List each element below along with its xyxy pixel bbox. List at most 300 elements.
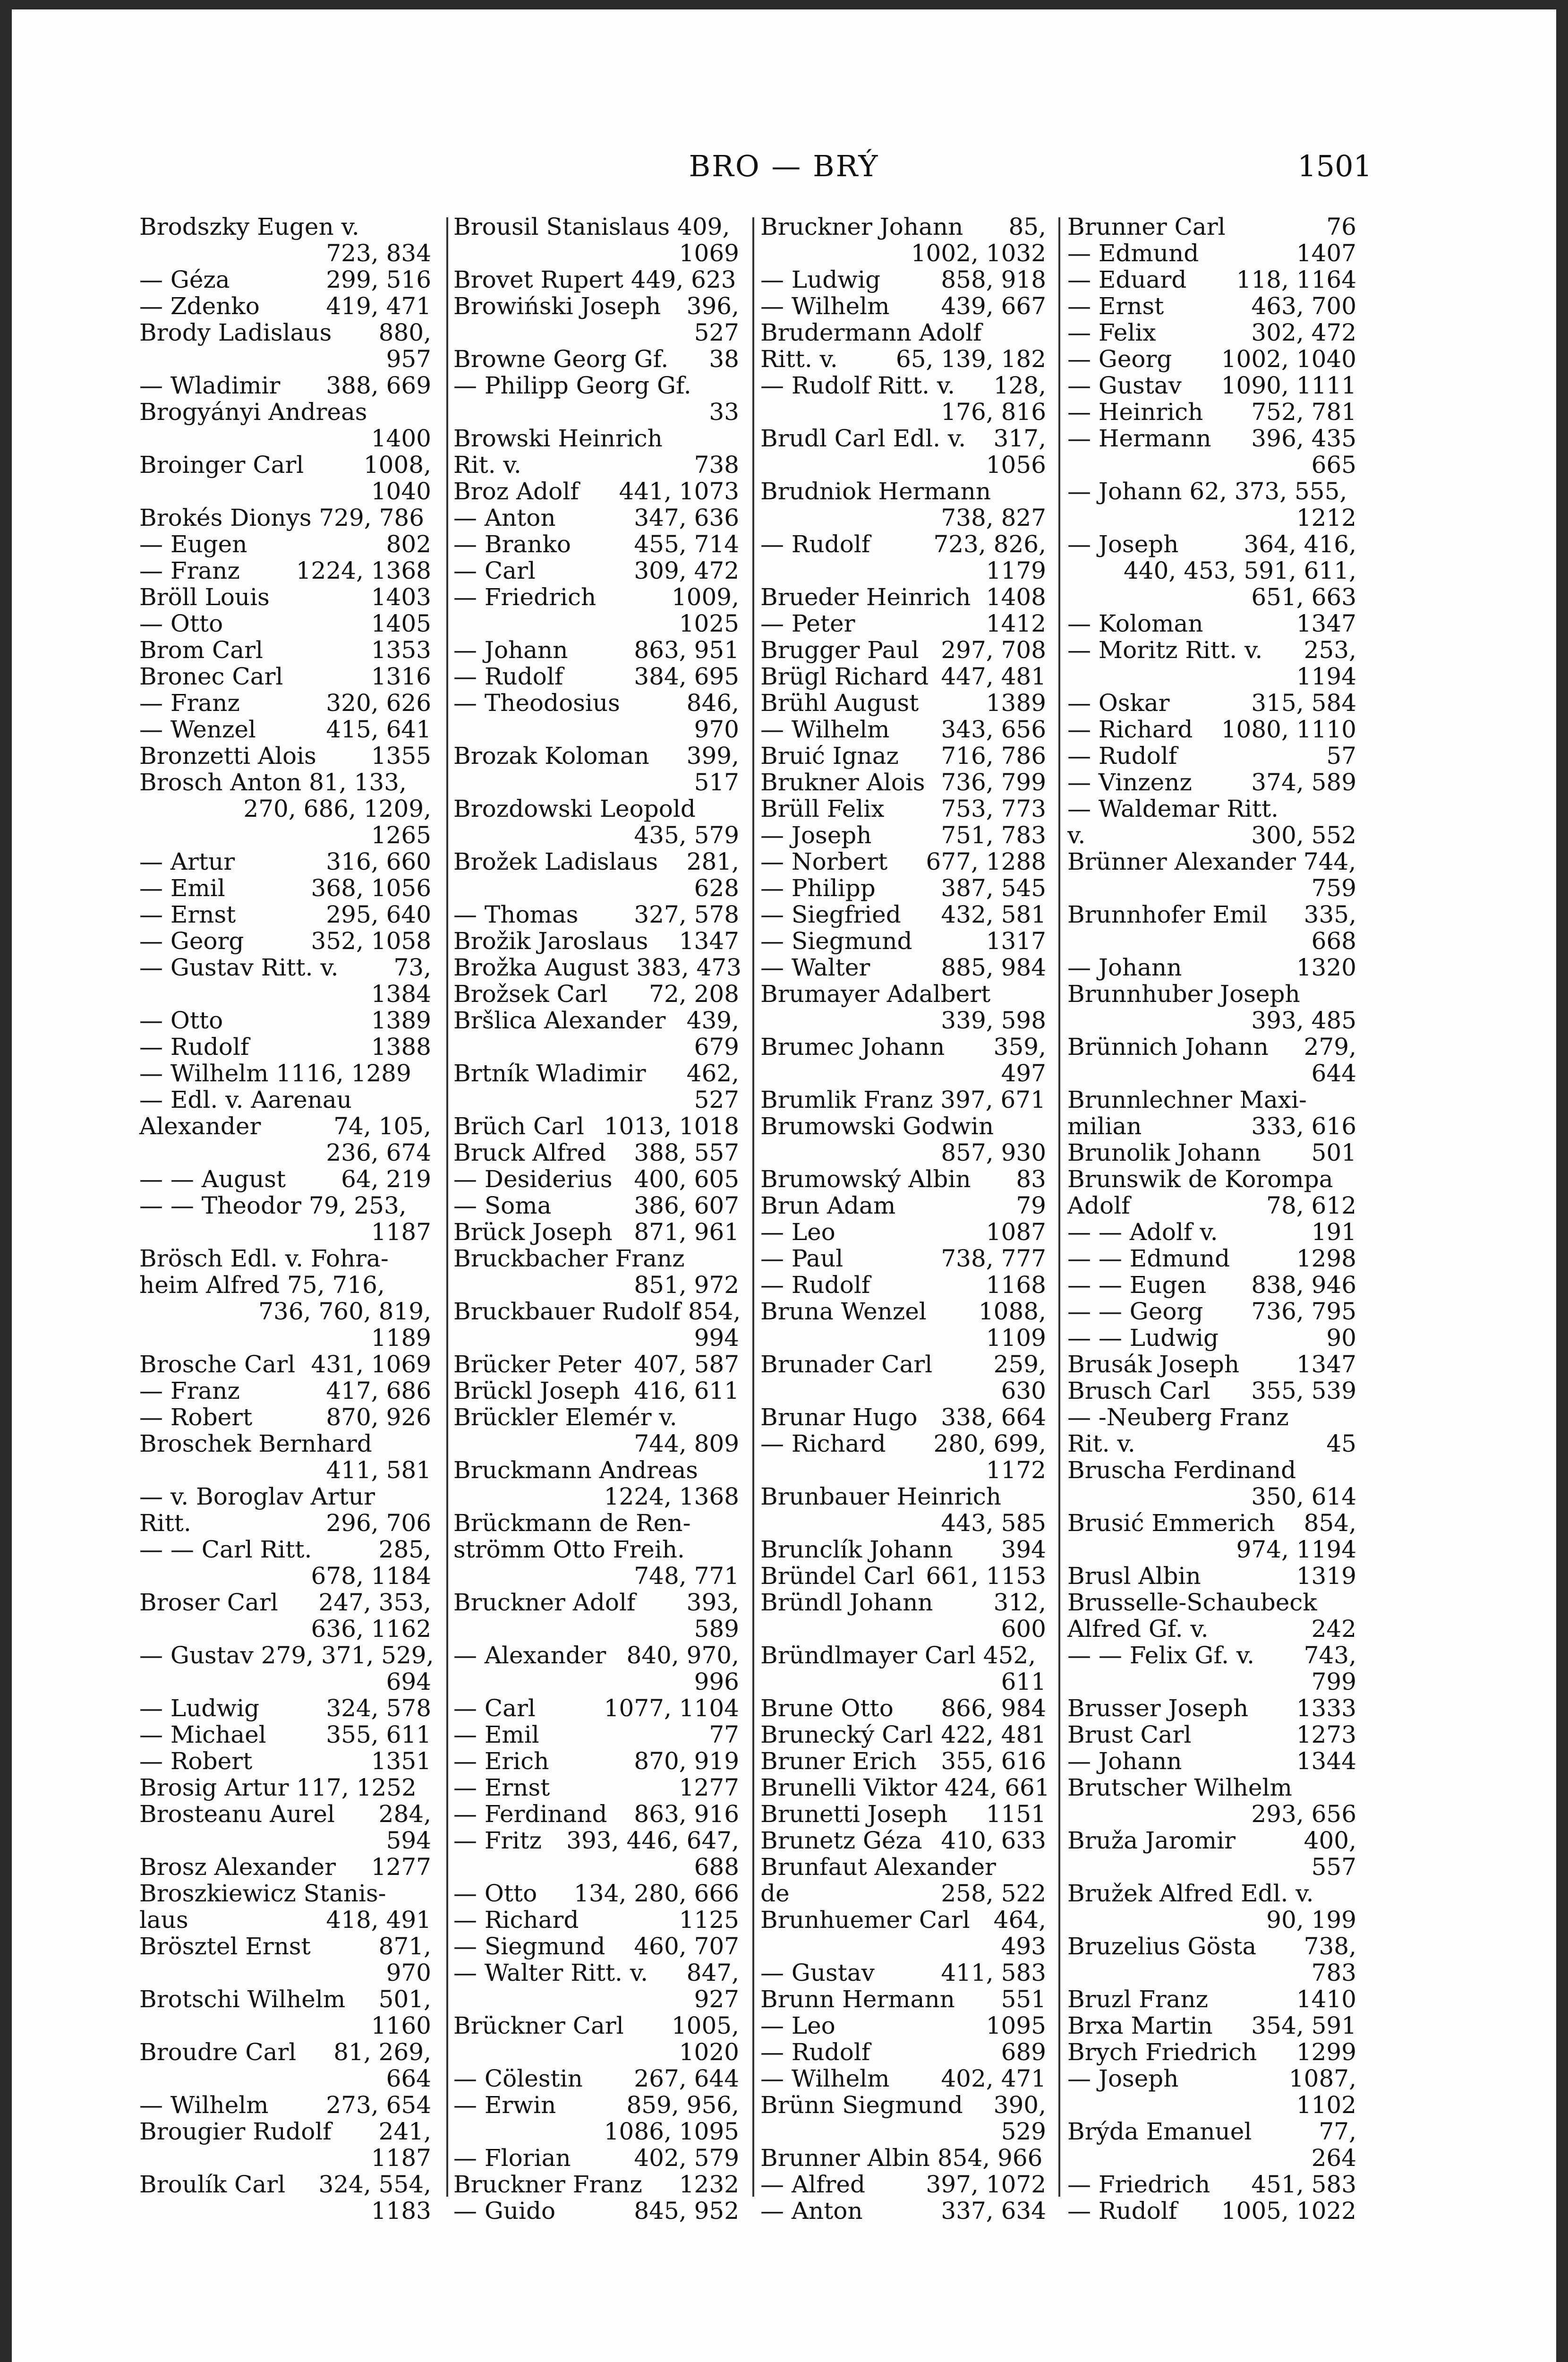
index-entry-line [1067, 1166, 1356, 1192]
entry-pages: 600 [1001, 1615, 1046, 1643]
index-entry-line [1067, 425, 1356, 452]
entry-pages: 1172 [986, 1456, 1046, 1484]
entry-pages: 78, 612 [1266, 1192, 1356, 1219]
entry-pages: 333, 616 [1251, 1113, 1356, 1140]
entry-text: Brunn Hermann [760, 1985, 955, 2013]
entry-text: — Philipp Georg Gf. [453, 372, 691, 399]
index-entry-line [453, 266, 739, 293]
index-entry-line [1067, 1669, 1356, 1695]
entry-text: — Rudolf [760, 531, 870, 558]
index-entry-line [1067, 1563, 1356, 1589]
entry-pages: 393, 485 [1251, 1007, 1356, 1034]
entry-text: — Otto [453, 1880, 537, 1907]
entry-pages: 417, 686 [326, 1377, 431, 1404]
index-entry-line [760, 1430, 1046, 1457]
index-entry-line [760, 769, 1046, 796]
entry-pages: 1408 [986, 583, 1046, 611]
entry-pages: 422, 481 [941, 1721, 1046, 1748]
entry-pages: 90 [1326, 1324, 1356, 1352]
entry-text: — Peter [760, 610, 855, 637]
entry-pages: 1095 [986, 2012, 1046, 2039]
index-entry-line [453, 1192, 739, 1219]
index-entry-line [760, 796, 1046, 822]
entry-pages: 299, 516 [326, 266, 431, 293]
entry-text: — Johann [453, 636, 568, 664]
index-entry-line [453, 1880, 739, 1907]
index-entry-line [139, 2039, 431, 2065]
entry-pages: 628 [694, 874, 739, 902]
index-entry-line [453, 769, 739, 796]
index-entry-line [139, 1087, 431, 1113]
index-entry-line [1067, 2145, 1356, 2171]
entry-pages: 285, [378, 1536, 431, 1563]
entry-text: — Felix [1067, 319, 1156, 346]
entry-pages: 396, [686, 292, 739, 320]
index-entry-line [453, 505, 739, 531]
entry-pages: 267, 644 [634, 2065, 739, 2092]
entry-pages: 880, [378, 319, 431, 346]
entry-pages: 324, 554, [318, 2171, 431, 2198]
index-entry-line [139, 769, 431, 796]
entry-text: Brožsek Carl [453, 980, 608, 1008]
entry-pages: 871, 961 [634, 1218, 739, 1246]
entry-pages: 493 [1001, 1933, 1046, 1960]
entry-pages: 551 [1001, 1985, 1046, 2013]
entry-pages: 79 [1016, 1192, 1046, 1219]
entry-pages: 1187 [371, 1218, 431, 1246]
entry-pages: 1224, 1368 [604, 1483, 739, 1510]
index-column-4 [1067, 214, 1356, 2224]
index-entry-line [139, 1536, 431, 1563]
entry-text: — Rudolf [1067, 2197, 1177, 2225]
entry-pages: 281, [686, 848, 739, 875]
index-entry-line [1067, 478, 1356, 505]
entry-pages: 557 [1311, 1853, 1356, 1881]
entry-pages: 236, 674 [326, 1139, 431, 1166]
entry-text: — Branko [453, 531, 571, 558]
index-entry-line [453, 1298, 739, 1325]
entry-pages: 355, 616 [941, 1747, 1046, 1775]
entry-pages: 927 [694, 1985, 739, 2013]
entry-text: Brych Friedrich [1067, 2038, 1257, 2066]
index-entry-line [760, 2171, 1046, 2198]
entry-text: Brünnich Johann [1067, 1033, 1269, 1061]
entry-text: — Robert [139, 1747, 253, 1775]
entry-text: — Eduard [1067, 266, 1187, 293]
entry-pages: 324, 578 [326, 1694, 431, 1722]
index-entry-line [760, 1774, 1050, 1801]
entry-pages: 589 [694, 1615, 739, 1643]
entry-pages: 738, [1304, 1933, 1356, 1960]
entry-pages: 1077, 1104 [604, 1694, 739, 1722]
entry-pages: 1025 [679, 610, 739, 637]
entry-pages: 1087, [1288, 2065, 1356, 2092]
entry-pages: 1232 [679, 2171, 739, 2198]
index-entry-line [139, 1616, 431, 1642]
entry-text: — Johann 62, 373, 555, [1067, 478, 1347, 505]
entry-pages: 280, 699, [933, 1430, 1046, 1457]
index-entry-line [760, 1378, 1046, 1404]
index-entry-line [139, 1166, 431, 1192]
entry-pages: 1189 [371, 1324, 431, 1352]
index-entry-line [1067, 1378, 1356, 1404]
entry-text: Brunbauer Heinrich [760, 1483, 1001, 1510]
column-divider [752, 217, 754, 2197]
entry-pages: 1320 [1296, 954, 1356, 981]
index-entry-line [1067, 2039, 1356, 2065]
entry-text: — Emil [453, 1721, 539, 1748]
entry-text: — Robert [139, 1404, 253, 1431]
index-entry-line [1067, 584, 1356, 610]
index-entry-line [453, 2118, 739, 2145]
entry-pages: 1273 [1296, 1721, 1356, 1748]
entry-text: Broser Carl [139, 1589, 278, 1616]
entry-text: Brodszky Eugen v. [139, 213, 359, 240]
entry-text: — Vinzenz [1067, 769, 1192, 796]
entry-text: Brusselle-Schaubeck [1067, 1589, 1317, 1616]
index-entry-line [1067, 1087, 1356, 1113]
entry-text: Brünn Siegmund [760, 2091, 963, 2119]
entry-pages: 270, 686, 1209, [243, 795, 431, 822]
entry-pages: 64, 219 [341, 1165, 431, 1193]
index-entry-line [453, 1510, 739, 1536]
entry-text: Bruckmann Andreas [453, 1456, 698, 1484]
index-entry-line [760, 610, 1046, 637]
entry-pages: 1013, 1018 [604, 1113, 739, 1140]
index-entry-line [453, 1457, 739, 1483]
entry-text: Brückler Elemér v. [453, 1404, 677, 1431]
entry-pages: 1316 [371, 663, 431, 690]
entry-text: — Erwin [453, 2091, 556, 2119]
entry-text: Alexander [139, 1113, 261, 1140]
index-entry-line [139, 1034, 431, 1060]
index-entry-line [760, 1192, 1046, 1219]
entry-pages: 677, 1288 [926, 848, 1046, 875]
entry-pages: 439, 667 [941, 292, 1046, 320]
entry-text: Brom Carl [139, 636, 264, 664]
entry-text: — Friedrich [453, 583, 597, 611]
entry-pages: 1400 [371, 425, 431, 452]
index-entry-line [453, 478, 739, 505]
index-entry-line [1067, 1801, 1356, 1827]
entry-pages: 38 [709, 345, 739, 373]
entry-text: Browne Georg Gf. [453, 345, 669, 373]
index-entry-line [139, 1695, 431, 1721]
entry-text: Broschek Bernhard [139, 1430, 372, 1457]
entry-text: — Gustav [760, 1959, 875, 1986]
index-entry-line [139, 1801, 431, 1827]
entry-pages: 668 [1311, 927, 1356, 955]
entry-text: Brosig Artur 117, 1252 [139, 1774, 417, 1801]
entry-pages: 1298 [1296, 1245, 1356, 1272]
entry-text: Brumayer Adalbert [760, 980, 991, 1008]
index-entry-line [1067, 822, 1356, 848]
entry-text: Brunar Hugo [760, 1404, 918, 1431]
index-entry-line [1067, 663, 1356, 690]
entry-text: Bronec Carl [139, 663, 283, 690]
index-entry-line [453, 1272, 739, 1298]
entry-pages: 630 [1001, 1377, 1046, 1404]
entry-pages: 297, 708 [941, 636, 1046, 664]
index-entry-line [453, 240, 739, 266]
entry-text: Brutscher Wilhelm [1067, 1774, 1292, 1801]
entry-text: — Gustav [1067, 372, 1182, 399]
entry-text: — v. Boroglav Artur [139, 1483, 375, 1510]
index-entry-line [139, 1960, 431, 1986]
entry-pages: 751, 783 [941, 822, 1046, 849]
index-entry-line [139, 240, 431, 266]
entry-text: — Wilhelm [139, 2091, 269, 2119]
entry-pages: 1347 [1296, 610, 1356, 637]
index-entry-line [139, 1510, 431, 1536]
entry-pages: 748, 771 [634, 1562, 739, 1590]
entry-text: — Alfred [760, 2171, 865, 2198]
entry-pages: 1347 [679, 927, 739, 955]
entry-pages: 1355 [371, 742, 431, 770]
entry-pages: 118, 1164 [1236, 266, 1356, 293]
entry-text: — Florian [453, 2144, 571, 2172]
entry-pages: 33 [709, 398, 739, 426]
index-entry-line [760, 1404, 1046, 1430]
index-entry-line [453, 1642, 739, 1669]
entry-pages: 851, 972 [634, 1271, 739, 1299]
entry-text: Brunetz Géza [760, 1827, 922, 1854]
entry-pages: 402, 471 [941, 2065, 1046, 2092]
index-entry-line [453, 1616, 739, 1642]
entry-text: Brotschi Wilhelm [139, 1985, 346, 2013]
entry-text: Brogyányi Andreas [139, 398, 367, 426]
entry-pages: 743, [1304, 1642, 1356, 1669]
entry-pages: 419, 471 [326, 292, 431, 320]
entry-text: — Johann [1067, 954, 1182, 981]
index-entry-line [760, 1351, 1046, 1378]
index-entry-line [1067, 1351, 1356, 1378]
index-entry-line [139, 531, 431, 557]
index-entry-line [139, 1139, 431, 1166]
index-entry-line [760, 637, 1046, 663]
index-entry-line [1067, 2198, 1356, 2224]
entry-text: Brosteanu Aurel [139, 1800, 335, 1828]
index-entry-line [1067, 690, 1356, 716]
entry-text: Brumlik Franz 397, 671 [760, 1086, 1046, 1113]
entry-text: — Franz [139, 689, 240, 717]
index-entry-line [453, 1536, 739, 1563]
entry-pages: 1319 [1296, 1562, 1356, 1590]
entry-pages: 247, 353, [318, 1589, 431, 1616]
entry-text: Broudre Carl [139, 2038, 297, 2066]
entry-text: — Leo [760, 2012, 835, 2039]
entry-pages: 85, [1008, 213, 1046, 240]
index-entry-line [760, 584, 1046, 610]
index-entry-line [139, 822, 431, 848]
index-entry-line [1067, 1219, 1356, 1245]
index-entry-line [1067, 1854, 1356, 1880]
index-entry-line [1067, 1298, 1356, 1325]
index-entry-line [453, 1245, 739, 1272]
index-entry-line [453, 293, 739, 319]
index-entry-line [1067, 2118, 1356, 2145]
index-entry-line [760, 1960, 1046, 1986]
entry-pages: 678, 1184 [311, 1562, 431, 1590]
index-entry-line [453, 716, 739, 743]
index-entry-line [760, 293, 1046, 319]
entry-text: Brýda Emanuel [1067, 2118, 1252, 2145]
index-entry-line [1067, 1113, 1356, 1139]
index-entry-line [139, 1854, 431, 1880]
entry-text: Brünner Alexander 744, [1067, 848, 1356, 875]
index-entry-line [453, 1748, 739, 1774]
index-entry-line [139, 928, 431, 954]
entry-pages: 76 [1326, 213, 1356, 240]
index-entry-line [1067, 1589, 1356, 1616]
entry-text: Bružek Alfred Edl. v. [1067, 1880, 1314, 1907]
entry-text: — Siegfried [760, 901, 901, 928]
entry-text: Brumowski Godwin [760, 1113, 994, 1140]
entry-pages: 845, 952 [634, 2197, 739, 2225]
entry-text: Brunhuemer Carl [760, 1906, 970, 1934]
entry-text: — Siegmund [760, 927, 912, 955]
entry-text: — Norbert [760, 848, 888, 875]
entry-text: — Oskar [1067, 689, 1170, 717]
entry-pages: 1299 [1296, 2038, 1356, 2066]
entry-pages: 1333 [1296, 1694, 1356, 1722]
entry-pages: 242 [1311, 1615, 1356, 1643]
index-entry-line [453, 319, 739, 346]
entry-text: Brunnhuber Joseph [1067, 980, 1300, 1008]
entry-pages: 1090, 1111 [1221, 372, 1356, 399]
index-entry-line [760, 1034, 1046, 1060]
index-entry-line [1067, 928, 1356, 954]
index-entry-line [1067, 505, 1356, 531]
index-entry-line [760, 452, 1046, 478]
index-entry-line [760, 1933, 1046, 1960]
index-entry-line [1067, 2171, 1356, 2198]
entry-pages: 1160 [371, 2012, 431, 2039]
entry-text: Brunswik de Korompa [1067, 1165, 1333, 1193]
index-entry-line [760, 1695, 1046, 1721]
entry-pages: 1183 [371, 2197, 431, 2225]
entry-pages: 411, 583 [941, 1959, 1046, 1986]
entry-pages: 416, 611 [634, 1377, 739, 1404]
entry-pages: 415, 641 [326, 716, 431, 743]
entry-pages: 1353 [371, 636, 431, 664]
index-entry-line [760, 1007, 1046, 1034]
entry-pages: 359, [993, 1033, 1046, 1061]
index-entry-line [453, 557, 739, 584]
index-entry-line [453, 214, 739, 240]
index-entry-line [453, 954, 739, 981]
index-entry-line [760, 901, 1046, 928]
entry-text: — — August [139, 1165, 286, 1193]
entry-text: Broinger Carl [139, 451, 304, 479]
index-entry-line [139, 478, 431, 505]
index-entry-line [1067, 1430, 1356, 1457]
entry-pages: 716, 786 [941, 742, 1046, 770]
index-entry-line [760, 1298, 1046, 1325]
entry-text: Brudermann Adolf [760, 319, 982, 346]
index-entry-line [139, 637, 431, 663]
entry-text: Adolf [1067, 1192, 1130, 1219]
index-entry-line [453, 663, 739, 690]
entry-text: — Artur [139, 848, 235, 875]
entry-text: Brühl August [760, 689, 919, 717]
index-entry-line [760, 928, 1046, 954]
entry-pages: 316, 660 [326, 848, 431, 875]
index-entry-line [139, 981, 431, 1007]
entry-text: — Joseph [760, 822, 872, 849]
entry-text: Brosche Carl [139, 1351, 296, 1378]
index-entry-line [139, 399, 431, 425]
entry-pages: 744, 809 [634, 1430, 739, 1457]
index-entry-line [760, 1139, 1046, 1166]
entry-text: — — Felix Gf. v. [1067, 1642, 1255, 1669]
entry-text: — — Adolf v. [1067, 1218, 1218, 1246]
entry-text: — Joseph [1067, 2065, 1179, 2092]
entry-text: Brückl Joseph [453, 1377, 620, 1404]
index-entry-line [760, 1669, 1046, 1695]
index-entry-line [453, 1960, 739, 1986]
index-entry-line [1067, 848, 1356, 875]
entry-text: Brukner Alois [760, 769, 925, 796]
index-entry-line [453, 346, 739, 372]
entry-text: Bruzelius Gösta [1067, 1933, 1257, 1960]
index-entry-line [1067, 372, 1356, 399]
index-column-1 [139, 213, 434, 2225]
index-entry-line [760, 1907, 1046, 1933]
index-entry-line [453, 2065, 739, 2092]
entry-pages: 439, [686, 1007, 739, 1034]
entry-text: Brosz Alexander [139, 1853, 336, 1881]
entry-text: Brožek Ladislaus [453, 848, 658, 875]
entry-pages: 970 [386, 1959, 431, 1986]
index-entry-line [139, 1457, 431, 1483]
entry-text: Brožik Jaroslaus [453, 927, 648, 955]
entry-pages: 857, 930 [941, 1139, 1046, 1166]
index-entry-line [1067, 875, 1356, 901]
index-entry-line [139, 557, 431, 584]
index-entry-line [453, 743, 739, 769]
index-entry-line [1067, 1272, 1356, 1298]
entry-text: Brusser Joseph [1067, 1694, 1249, 1722]
entry-pages: 694 [386, 1668, 431, 1695]
index-entry-line [760, 399, 1046, 425]
index-entry-line [1067, 1907, 1356, 1933]
index-entry-line [453, 2012, 739, 2039]
entry-pages: 387, 545 [941, 874, 1046, 902]
index-entry-line [1067, 1245, 1356, 1272]
index-entry-line [139, 954, 431, 981]
index-entry-line [139, 266, 431, 293]
entry-text: — Wenzel [139, 716, 256, 743]
index-entry-line [139, 1721, 431, 1748]
entry-text: — Georg [139, 927, 244, 955]
entry-pages: 343, 656 [941, 716, 1046, 743]
entry-text: Bründlmayer Carl 452, [760, 1642, 1036, 1669]
index-entry-line [760, 2092, 1046, 2118]
index-entry-line [139, 716, 431, 743]
index-entry-line [760, 1721, 1046, 1748]
index-entry-line [139, 1404, 431, 1430]
page [12, 9, 1556, 2362]
index-entry-line [139, 875, 431, 901]
index-entry-line [139, 1325, 431, 1351]
entry-text: — Ferdinand [453, 1800, 607, 1828]
entry-pages: 355, 611 [326, 1721, 431, 1748]
entry-text: Bruić Ignaz [760, 742, 899, 770]
entry-text: Brunfaut Alexander [760, 1853, 996, 1881]
entry-pages: 432, 581 [941, 901, 1046, 928]
index-entry-line [760, 557, 1046, 584]
